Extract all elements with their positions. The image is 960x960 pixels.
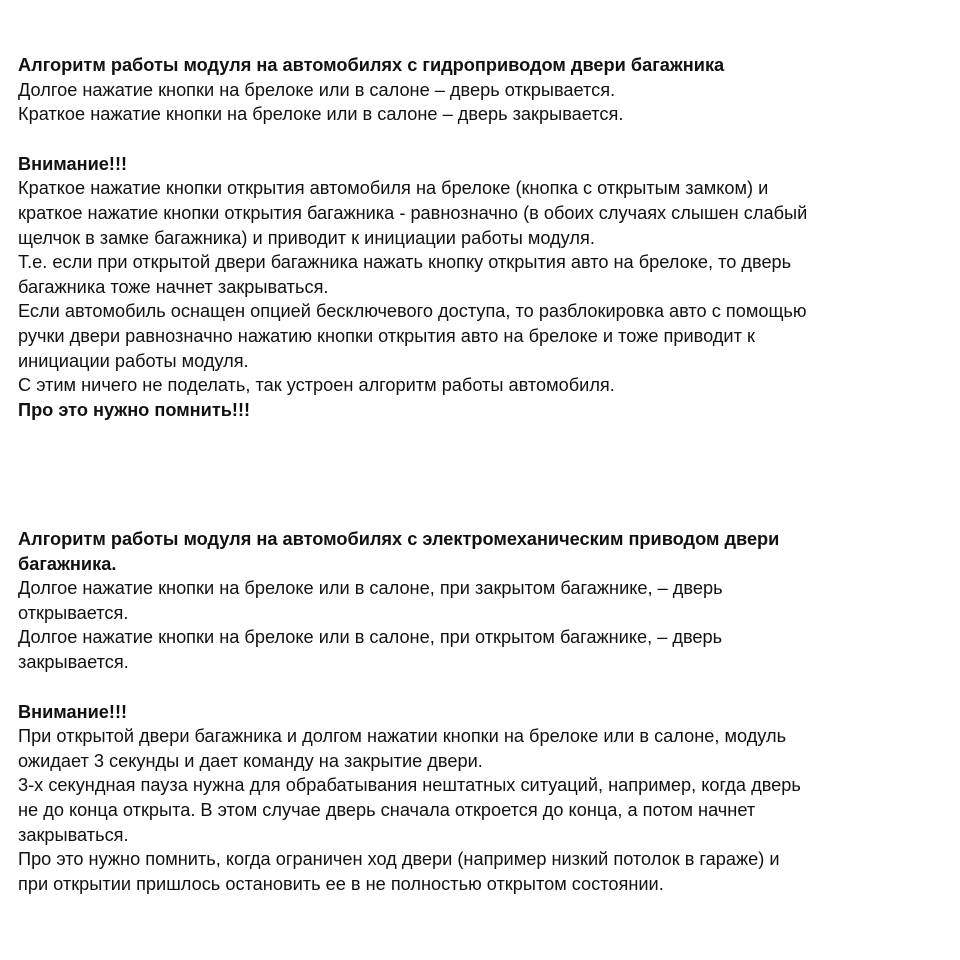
attention-label: Внимание!!!	[18, 153, 128, 174]
body-line: Краткое нажатие кнопки открытия автомобиля на брелоке (кнопка с открытым замком) и	[18, 178, 769, 199]
section-heading: багажника.	[18, 553, 117, 574]
attention-label: Внимание!!!	[18, 701, 128, 722]
paragraph-spacer	[18, 127, 948, 152]
body-line: Про это нужно помнить, когда ограничен ход двери (например низкий потолок в гараже) и	[18, 849, 780, 870]
intro-line: Долгое нажатие кнопки на брелоке или в салоне, при закрытом багажнике, – дверь	[18, 578, 723, 599]
body-line: щелчок в замке багажника) и приводит к инициации работы модуля.	[18, 227, 595, 248]
intro-line: Краткое нажатие кнопки на брелоке или в салоне – дверь закрывается.	[18, 104, 624, 125]
intro-line: Долгое нажатие кнопки на брелоке или в салоне – дверь открывается.	[18, 79, 616, 100]
body-line: ожидает 3 секунды и дает команду на закрытие двери.	[18, 750, 483, 771]
section-heading: Алгоритм работы модуля на автомобилях с гидроприводом двери багажника	[18, 55, 725, 75]
closing-note: Про это нужно помнить!!!	[18, 399, 251, 420]
body-line: багажника тоже начнет закрываться.	[18, 276, 329, 297]
body-line: краткое нажатие кнопки открытия багажника - равнозначно (в обоих случаях слышен слабый	[18, 202, 808, 223]
body-line: при открытии пришлось остановить ее в не полностью открытом состоянии.	[18, 873, 664, 894]
body-line: 3-х секундная пауза нужна для обрабатывания нештатных ситуаций, например, когда дверь	[18, 775, 801, 796]
intro-line: открывается.	[18, 602, 129, 623]
body-line: ручки двери равнозначно нажатию кнопки открытия авто на брелоке и тоже приводит к	[18, 325, 755, 346]
body-line: Если автомобиль оснащен опцией бесключевого доступа, то разблокировка авто с помощью	[18, 301, 807, 322]
body-line: не до конца открыта. В этом случае дверь сначала откроется до конца, а потом начнет	[18, 799, 756, 820]
section-heading: Алгоритм работы модуля на автомобилях с электромеханическим приводом двери	[18, 529, 780, 549]
body-line: закрываться.	[18, 824, 129, 845]
intro-line: закрывается.	[18, 651, 129, 672]
body-line: инициации работы модуля.	[18, 350, 249, 371]
section-electromechanical-drive	[18, 527, 948, 896]
body-line: При открытой двери багажника и долгом нажатии кнопки на брелоке или в салоне, модуль	[18, 726, 787, 747]
body-line: Т.е. если при открытой двери багажника нажать кнопку открытия авто на брелоке, то дверь	[18, 252, 792, 273]
body-line: С этим ничего не поделать, так устроен алгоритм работы автомобиля.	[18, 375, 615, 396]
intro-line: Долгое нажатие кнопки на брелоке или в салоне, при открытом багажнике, – дверь	[18, 627, 723, 648]
paragraph-spacer	[18, 675, 948, 700]
section-hydraulic-drive	[18, 53, 948, 422]
